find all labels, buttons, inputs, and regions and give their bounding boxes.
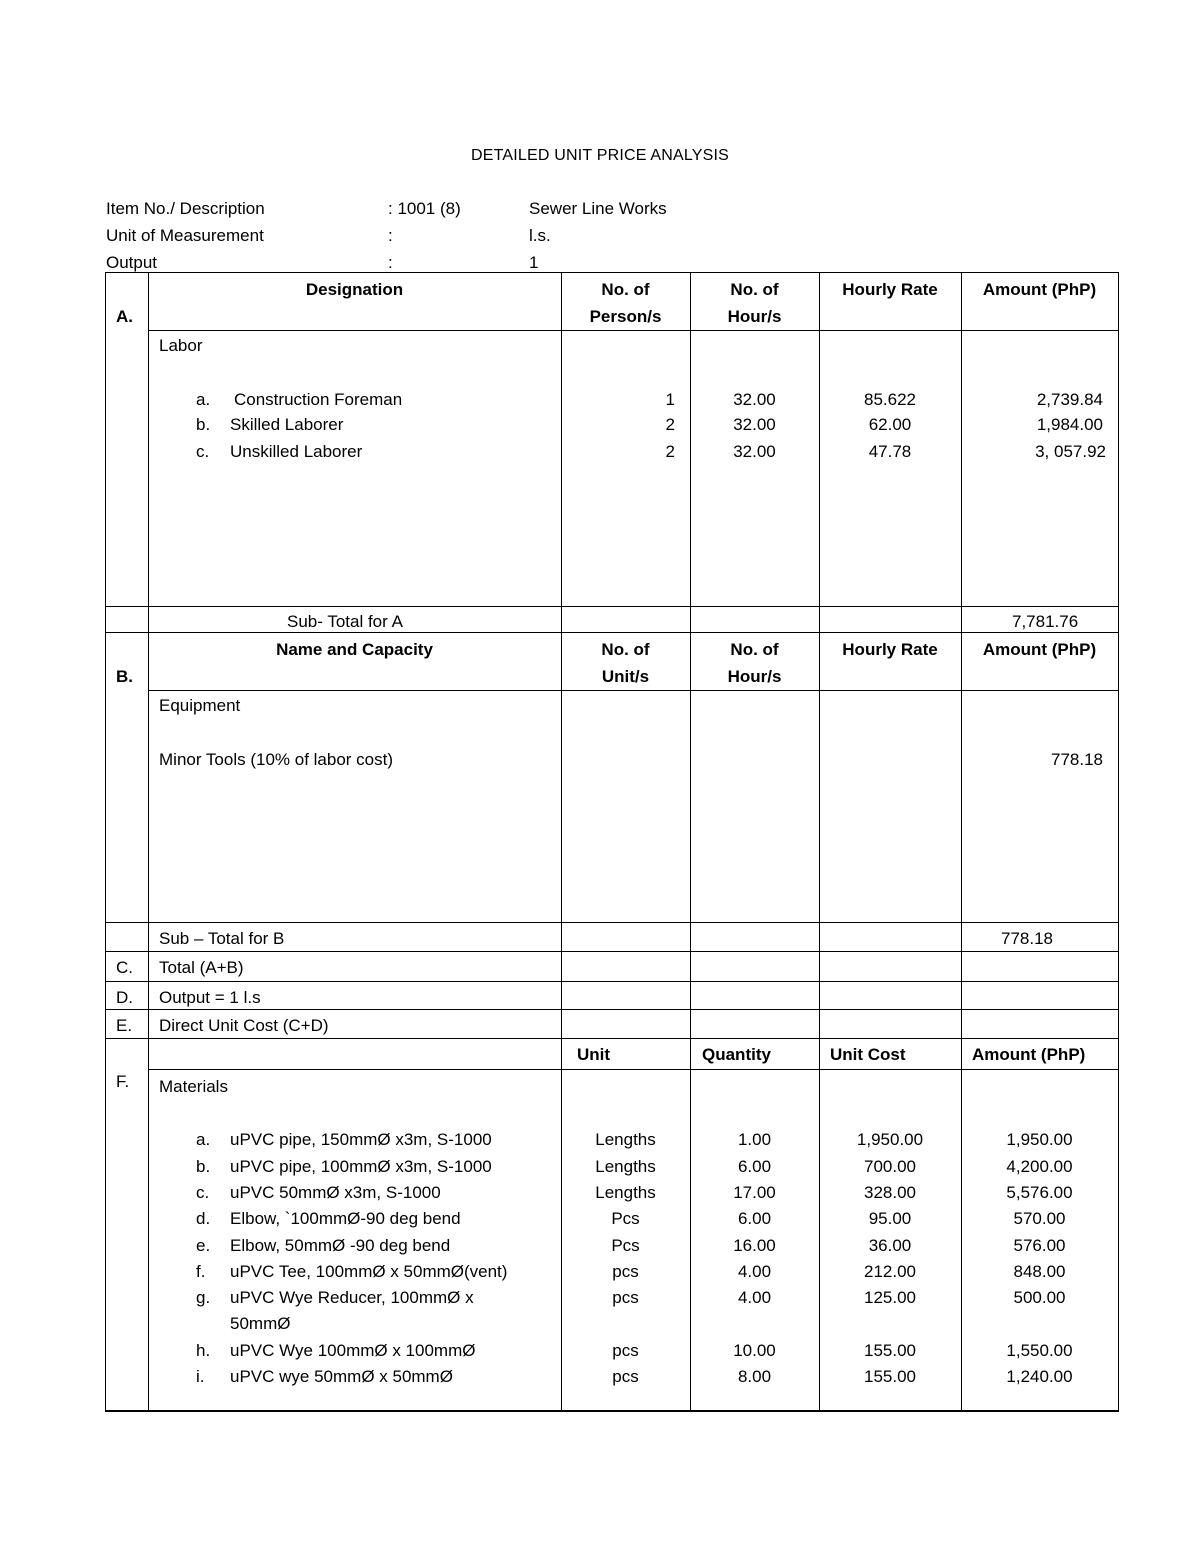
- header-designation: Designation: [305, 280, 404, 299]
- row-unit-cost: 328.00: [864, 1183, 916, 1202]
- row-letter: c.: [196, 1183, 210, 1202]
- row-quantity: 1.00: [737, 1130, 772, 1149]
- header-unit-cost: Unit Cost: [830, 1045, 906, 1064]
- row-quantity: 16.00: [733, 1236, 776, 1255]
- row-d-letter: D.: [116, 988, 133, 1007]
- row-amount: 2,739.84: [1036, 390, 1103, 409]
- row-unit-cost: 125.00: [864, 1288, 916, 1307]
- row-unit: Pcs: [611, 1236, 640, 1255]
- row-unit: Pcs: [611, 1209, 640, 1228]
- header-persons-1: No. of: [601, 280, 650, 299]
- row-material: uPVC pipe, 150mmØ x3m, S-1000: [230, 1130, 492, 1149]
- row-unit: pcs: [612, 1288, 639, 1307]
- row-c-label: Total (A+B): [159, 958, 244, 977]
- row-letter: c.: [196, 442, 210, 461]
- output-label: Output: [106, 253, 158, 272]
- row-material: uPVC Wye Reducer, 100mmØ x: [230, 1288, 474, 1307]
- minor-tools-amount: 778.18: [1051, 750, 1103, 769]
- row-designation: Unskilled Laborer: [230, 442, 363, 461]
- row-material: Elbow, 50mmØ -90 deg bend: [230, 1236, 451, 1255]
- header-hourly-rate: Hourly Rate: [842, 280, 938, 299]
- row-amount: 1,550.00: [1006, 1341, 1073, 1360]
- row-rate: 85.622: [864, 390, 916, 409]
- labor-category: Labor: [159, 336, 203, 355]
- row-unit-cost: 1,950.00: [856, 1130, 924, 1149]
- header-units-1: No. of: [601, 640, 650, 659]
- row-quantity: 4.00: [737, 1288, 772, 1307]
- row-amount: 1,240.00: [1006, 1367, 1073, 1386]
- row-hours: 32.00: [733, 415, 776, 434]
- row-amount: 1,984.00: [1036, 415, 1103, 434]
- header-name-capacity: Name and Capacity: [276, 640, 433, 659]
- row-letter: a.: [196, 390, 211, 409]
- page-title: DETAILED UNIT PRICE ANALYSIS: [470, 147, 730, 164]
- header-amount: Amount (PhP): [982, 640, 1097, 659]
- header-hours-1: No. of: [730, 640, 779, 659]
- row-amount: 576.00: [1013, 1236, 1066, 1255]
- row-e-label: Direct Unit Cost (C+D): [159, 1016, 329, 1035]
- row-amount: 1,950.00: [1006, 1130, 1073, 1149]
- row-quantity: 6.00: [737, 1209, 772, 1228]
- header-unit: Unit: [577, 1045, 611, 1064]
- row-unit: Lengths: [595, 1130, 656, 1149]
- row-material: uPVC 50mmØ x3m, S-1000: [230, 1183, 441, 1202]
- row-unit-cost: 700.00: [864, 1157, 916, 1176]
- subtotal-a-value: 7,781.76: [1012, 612, 1079, 631]
- row-amount: 500.00: [1013, 1288, 1066, 1307]
- unit-value: l.s.: [529, 226, 551, 245]
- row-designation: Skilled Laborer: [230, 415, 344, 434]
- row-unit-cost: 36.00: [868, 1236, 912, 1255]
- row-unit: pcs: [612, 1367, 639, 1386]
- row-letter: h.: [196, 1341, 211, 1360]
- row-amount: 5,576.00: [1006, 1183, 1073, 1202]
- row-amount: 3, 057.92: [1035, 442, 1106, 461]
- row-amount: 4,200.00: [1006, 1157, 1073, 1176]
- row-letter: f.: [196, 1262, 206, 1281]
- row-c-letter: C.: [116, 958, 133, 977]
- row-letter: a.: [196, 1130, 211, 1149]
- row-letter: b.: [196, 415, 211, 434]
- row-persons: 1: [665, 390, 675, 409]
- row-unit-cost: 95.00: [868, 1209, 912, 1228]
- row-letter: g.: [196, 1288, 211, 1307]
- row-quantity: 10.00: [733, 1341, 776, 1360]
- subtotal-b-label: Sub – Total for B: [159, 929, 285, 948]
- equipment-category: Equipment: [159, 696, 241, 715]
- row-d-label: Output = 1 l.s: [159, 988, 261, 1007]
- row-rate: 47.78: [868, 442, 912, 461]
- row-material-continued: 50mmØ: [230, 1314, 291, 1333]
- header-units-2: Unit/s: [601, 667, 650, 686]
- unit-colon: :: [388, 226, 393, 245]
- subtotal-b-value: 778.18: [1001, 929, 1053, 948]
- row-unit: Lengths: [595, 1157, 656, 1176]
- row-material: Elbow, `100mmØ-90 deg bend: [230, 1209, 461, 1228]
- row-unit-cost: 212.00: [864, 1262, 916, 1281]
- row-letter: e.: [196, 1236, 211, 1255]
- header-amount: Amount (PhP): [972, 1045, 1086, 1064]
- row-letter: b.: [196, 1157, 211, 1176]
- section-f-letter: F.: [116, 1072, 130, 1091]
- header-hours-2: Hour/s: [727, 307, 782, 326]
- materials-category: Materials: [159, 1077, 228, 1096]
- row-quantity: 6.00: [737, 1157, 772, 1176]
- row-quantity: 17.00: [733, 1183, 776, 1202]
- row-unit-cost: 155.00: [864, 1367, 916, 1386]
- header-quantity: Quantity: [702, 1045, 771, 1064]
- section-a-letter: A.: [116, 307, 133, 326]
- row-amount: 848.00: [1013, 1262, 1066, 1281]
- row-unit: pcs: [612, 1262, 639, 1281]
- row-letter: i.: [196, 1367, 205, 1386]
- unit-label: Unit of Measurement: [106, 226, 264, 245]
- row-hours: 32.00: [733, 390, 776, 409]
- row-material: uPVC Tee, 100mmØ x 50mmØ(vent): [230, 1262, 508, 1281]
- row-quantity: 4.00: [737, 1262, 772, 1281]
- header-hours-1: No. of: [730, 280, 779, 299]
- section-b-letter: B.: [116, 667, 133, 686]
- minor-tools-label: Minor Tools (10% of labor cost): [159, 750, 394, 769]
- subtotal-a-label: Sub- Total for A: [287, 612, 403, 631]
- row-e-letter: E.: [116, 1016, 133, 1035]
- header-hours-2: Hour/s: [727, 667, 782, 686]
- row-unit-cost: 155.00: [864, 1341, 916, 1360]
- row-unit: pcs: [612, 1341, 639, 1360]
- row-material: uPVC Wye 100mmØ x 100mmØ: [230, 1341, 476, 1360]
- item-label: Item No./ Description: [106, 199, 265, 218]
- row-persons: 2: [665, 415, 675, 434]
- row-rate: 62.00: [868, 415, 912, 434]
- row-persons: 2: [665, 442, 675, 461]
- row-quantity: 8.00: [737, 1367, 772, 1386]
- row-amount: 570.00: [1013, 1209, 1066, 1228]
- row-designation: Construction Foreman: [234, 390, 403, 409]
- header-persons-2: Person/s: [589, 307, 662, 326]
- item-description: Sewer Line Works: [529, 199, 667, 218]
- header-amount: Amount (PhP): [982, 280, 1097, 299]
- item-number: : 1001 (8): [388, 199, 461, 218]
- output-colon: :: [388, 253, 393, 272]
- row-material: uPVC wye 50mmØ x 50mmØ: [230, 1367, 453, 1386]
- row-unit: Lengths: [595, 1183, 656, 1202]
- output-value: 1: [529, 253, 539, 272]
- row-material: uPVC pipe, 100mmØ x3m, S-1000: [230, 1157, 492, 1176]
- row-letter: d.: [196, 1209, 211, 1228]
- row-hours: 32.00: [733, 442, 776, 461]
- header-hourly-rate: Hourly Rate: [842, 640, 938, 659]
